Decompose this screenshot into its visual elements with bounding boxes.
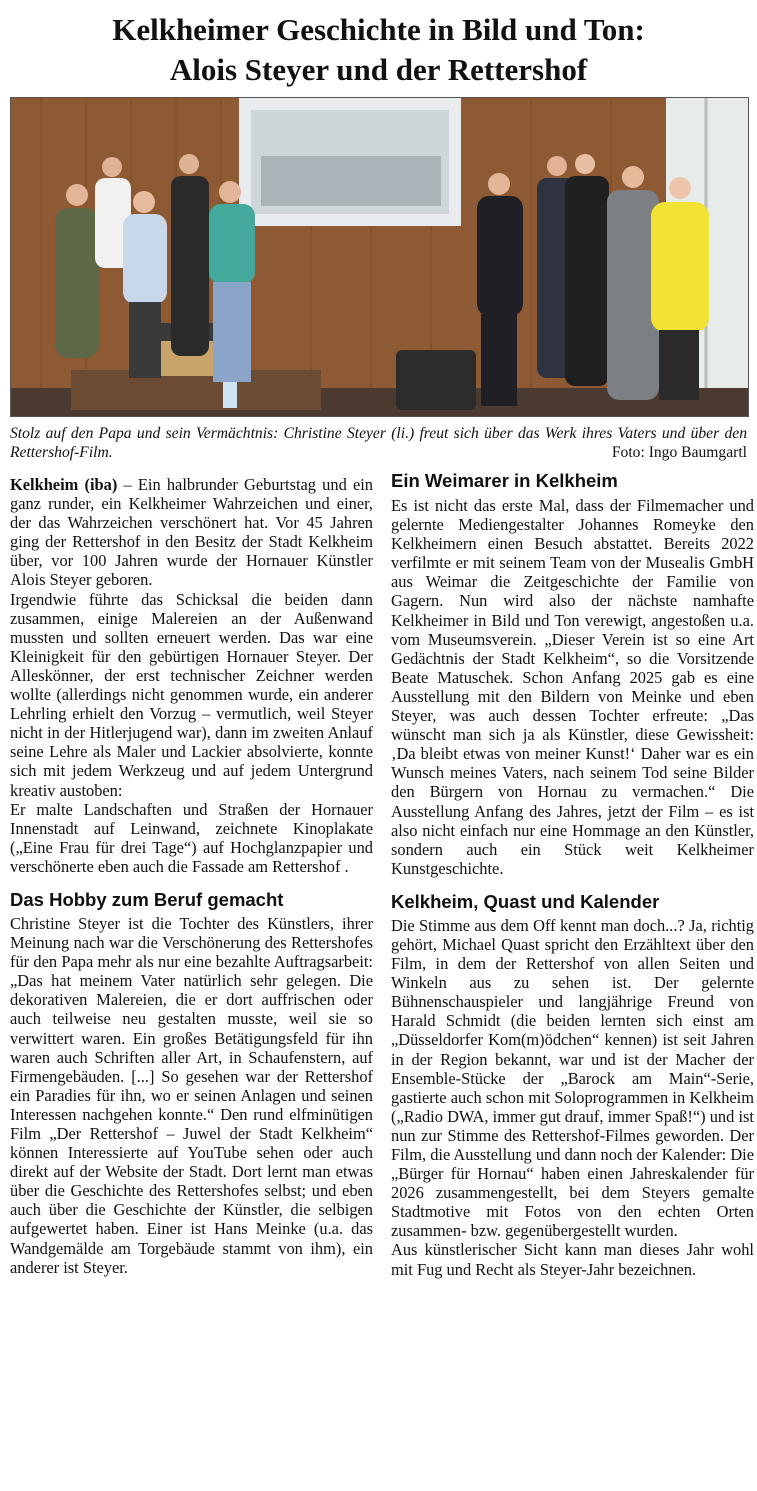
photo-caption: Stolz auf den Papa und sein Vermächtnis: Christine Steyer (li.) freut sich über das Werk ihres Vaters und über den Rettershof-Film. — [10, 425, 747, 461]
article-paragraph: Aus künstlerischer Sicht kann man dieses Jahr wohl mit Fug und Recht als Steyer-Jahr bezeichnen. — [391, 1240, 754, 1279]
article-column-left — [10, 475, 373, 1277]
article-paragraph — [10, 475, 373, 590]
dateline: Kelkheim (iba) — [10, 475, 118, 494]
article-column-right — [391, 470, 754, 1279]
headline-line-2: Alois Steyer und der Rettershof — [169, 52, 588, 87]
article-paragraph: Christine Steyer ist die Tochter des Künstlers, ihrer Meinung nach war die Verschönerung des Rettershofes für den Papa mehr als nur eine bezahlte Auftragsarbeit: „Das hat meinem Vater natürlich sehr gelegen. Die dekorativen Malereien, die er dort auffrischen oder auch teilweise neu gestalten musste, weil sie so verwittert waren. Ein großes Betätigungsfeld für ihn waren auch Schriften aller Art, in Schaufenstern, auf Firmengebäuden. [...] So gesehen war der Rettershof ein Paradies für ihn, wo er seinen Anlagen und seinen Interessen nachgehen konnte.“ Den rund elfminütigen Film „Der Rettershof – Juwel der Stadt Kelkheim“ können Interessierte auf YouTube sehen oder auch direkt auf der Website der Stadt. Dort lernt man etwas über die Geschichte des Rettershofes selbst; und eben auch über die Geschichte der Künstler, die selbigen aufgewertet haben. Einer ist Hans Meinke (u.a. das Wandgemälde am Torgebäude stammt von ihm), ein anderer ist Steyer. — [10, 913, 373, 1277]
headline — [0, 10, 757, 90]
intro-text: – Ein halbrunder Geburtstag und ein ganz runder, ein Kelkheimer Wahrzeichen und einer, der das Wahrzeichen verschönert hat. Vor 45 Jahren ging der Rettershof in den Besitz der Stadt Kelkheim über, vor 100 Jahren wurde der Hornauer Künstler Alois Steyer geboren. — [10, 475, 373, 590]
subheading-hobby: Das Hobby zum Beruf gemacht — [10, 888, 284, 910]
photo-credit: Foto: Ingo Baumgartl — [611, 444, 747, 461]
article-paragraph: Die Stimme aus dem Off kennt man doch...? Ja, richtig gehört, Michael Quast spricht den Erzähltext über den Film, in dem der Rettershof von allen Seiten und Winkeln aus zu sehen ist. Der gelernte Bühnenschauspieler und langjährige Freund von Harald Schmidt (die beiden lernten sich einst am „Düsseldorfer Kom(m)ödchen“ kennen) ist seit Jahren in der Region bekannt, war und ist der Macher der Ensemble-Stücke der „Barock am Main“-Serie, gastierte auch schon mit Soloprogrammen in Kelkheim („Radio DWA, immer gut drauf, immer Spaß!“) und ist nun zur Stimme des Rettershof-Filmes geworden. Der Film, die Ausstellung und dann noch der Kalender: Die „Bürger für Hornau“ haben einen Jahreskalender für 2026 zusammengestellt, bei dem Steyers gemalte Stadtmotive mit Fotos von den echten Orten zusammen- bzw. gegenübergestellt wurden. — [391, 915, 754, 1241]
article-paragraph: Irgendwie führte das Schicksal die beiden dann zusammen, einige Malereien an der Außenwand mussten und sollten erneuert werden. Das war eine Kleinigkeit für den gebürtigen Hornauer Steyer. Der Alleskönner, der erst technischer Zeichner werden wollte (allerdings nicht genommen wurde, ein anderer Lehrling erhielt den Vorzug – vermutlich, weil Steyer nicht in der Hitlerjugend war), dann im zweiten Anlauf seine Lehre als Maler und Lackier absolvierte, konnte sich mit jedem Werkzeug und auf jedem Untergrund kreativ austoben: — [10, 589, 373, 800]
article-paragraph: Er malte Landschaften und Straßen der Hornauer Innenstadt auf Leinwand, zeichnete Kinoplakate („Eine Frau für drei Tage“) auf Hochglanzpapier und verschönerte eben auch die Fassade am Rettershof . — [10, 799, 373, 876]
article-paragraph: Es ist nicht das erste Mal, dass der Filmemacher und gelernte Mediengestalter Johannes Romeyke den Kelkheimern einen Besuch abstattet. Bereits 2022 verfilmte er mit seinem Team von der Musealis GmbH aus Weimar die Zeitgeschichte der Familie von Gagern. Nun wird also der nächste namhafte Kelkheimer in Bild und Ton verewigt, angestoßen u.a. vom Museumsverein. „Dieser Verein ist so eine Art Gedächtnis der Stadt Kelkheim“, so die Vorsitzende Beate Matuschek. Schon Anfang 2025 gab es eine Ausstellung mit den Bildern von Meinke und eben Steyer, was auch dessen Tochter erfreute: „Das wünscht man sich ja als Künstler, diese Gewissheit: ‚Da bleibt etwas von meiner Kunst!‘ Daher war es ein Wunsch meines Vaters, nach seinem Tod seine Bilder den Bürgern von Hornau zu vermachen.“ Die Ausstellung Anfang des Jahres, jetzt der Film – es ist also nicht einfach nur eine Hommage an den Künstler, sondern auch ein Stück weit Kelkheimer Kunstgeschichte. — [391, 496, 754, 878]
group-photo — [10, 97, 749, 417]
headline-line-1: Kelkheimer Geschichte in Bild und Ton: — [112, 12, 645, 47]
subheading-weimar: Ein Weimarer in Kelkheim — [391, 470, 618, 491]
subheading-kalender: Kelkheim, Quast und Kalender — [391, 890, 660, 912]
